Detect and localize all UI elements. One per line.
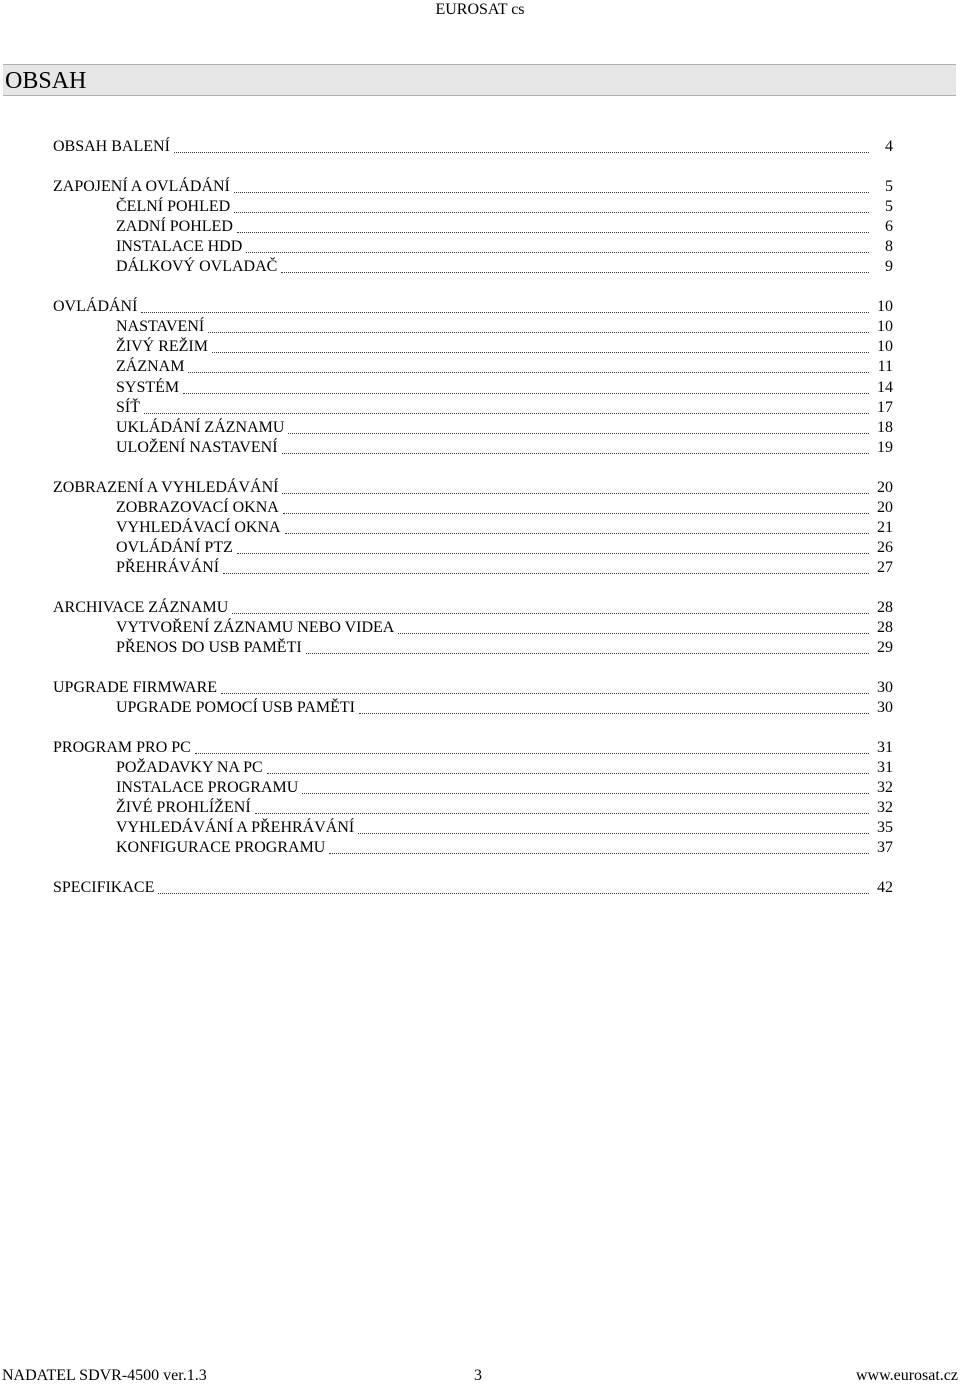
toc-entry[interactable] (53, 477, 893, 497)
toc-entry-page-number: 29 (877, 639, 893, 656)
toc-dot-leader (359, 713, 869, 714)
toc-dot-leader (255, 813, 869, 814)
toc-entry-label: ČELNÍ POHLED (116, 198, 231, 215)
toc-entry[interactable] (116, 637, 893, 657)
toc-entry-page-number: 4 (885, 138, 893, 155)
toc-entry-label: INSTALACE PROGRAMU (116, 779, 299, 796)
toc-dot-leader (158, 893, 869, 894)
toc-entry-page-number: 8 (885, 238, 893, 255)
section-heading-title: OBSAH (5, 68, 87, 94)
toc-entry-page-number: 11 (877, 358, 893, 375)
toc-entry-label: DÁLKOVÝ OVLADAČ (116, 258, 278, 275)
toc-entry[interactable] (53, 176, 893, 196)
toc-entry-page-number: 26 (877, 539, 893, 556)
toc-dot-leader (183, 393, 869, 394)
footer-page-number: 3 (474, 1367, 482, 1384)
toc-dot-leader (234, 192, 869, 193)
footer-website: www.eurosat.cz (855, 1367, 958, 1384)
toc-dot-leader (221, 693, 869, 694)
toc-entry-page-number: 10 (877, 318, 893, 335)
toc-entry[interactable] (116, 196, 893, 216)
toc-entry[interactable] (53, 597, 893, 617)
toc-entry-page-number: 35 (877, 819, 893, 836)
toc-dot-leader (281, 272, 869, 273)
toc-entry[interactable] (116, 497, 893, 517)
toc-dot-leader (208, 332, 869, 333)
toc-entry-label: PROGRAM PRO PC (53, 739, 191, 756)
toc-dot-leader (141, 312, 869, 313)
toc-dot-leader (285, 533, 869, 534)
toc-dot-leader (212, 352, 869, 353)
toc-dot-leader (282, 453, 869, 454)
toc-entry[interactable] (116, 797, 893, 817)
toc-entry-page-number: 37 (877, 839, 893, 856)
toc-entry-label: ZOBRAZENÍ A VYHLEDÁVÁNÍ (53, 479, 279, 496)
toc-entry-label: UPGRADE POMOCÍ USB PAMĚTI (116, 699, 356, 716)
toc-entry-page-number: 5 (885, 178, 893, 195)
toc-entry-label: OVLÁDÁNÍ PTZ (116, 539, 233, 556)
toc-dot-leader (358, 833, 869, 834)
toc-entry-page-number: 5 (885, 198, 893, 215)
toc-entry-page-number: 28 (877, 619, 893, 636)
toc-entry-page-number: 9 (885, 258, 893, 275)
toc-entry[interactable] (53, 136, 893, 156)
toc-entry-label: OBSAH BALENÍ (53, 138, 170, 155)
toc-entry-label: NASTAVENÍ (116, 318, 205, 335)
toc-entry[interactable] (116, 417, 893, 437)
toc-entry-label: PŘENOS DO USB PAMĚTI (116, 639, 302, 656)
toc-entry[interactable] (116, 256, 893, 276)
toc-entry-page-number: 10 (877, 338, 893, 355)
toc-dot-leader (234, 212, 869, 213)
toc-entry-page-number: 32 (877, 779, 893, 796)
toc-dot-leader (144, 413, 869, 414)
toc-entry-page-number: 20 (877, 479, 893, 496)
toc-entry[interactable] (116, 617, 893, 637)
toc-entry-page-number: 30 (877, 679, 893, 696)
document-footer (0, 1366, 960, 1386)
toc-entry-page-number: 20 (877, 499, 893, 516)
toc-entry[interactable] (53, 677, 893, 697)
toc-dot-leader (246, 252, 869, 253)
toc-entry[interactable] (116, 837, 893, 857)
toc-dot-leader (282, 493, 869, 494)
toc-dot-leader (302, 793, 869, 794)
toc-entry-page-number: 31 (877, 759, 893, 776)
toc-entry-page-number: 27 (877, 559, 893, 576)
toc-entry-label: UPGRADE FIRMWARE (53, 679, 218, 696)
toc-entry-page-number: 32 (877, 799, 893, 816)
toc-entry-page-number: 14 (877, 379, 893, 396)
toc-entry-label: SYSTÉM (116, 379, 180, 396)
toc-entry-label: ZAPOJENÍ A OVLÁDÁNÍ (53, 178, 230, 195)
toc-entry[interactable] (53, 296, 893, 316)
toc-entry-label: UKLÁDÁNÍ ZÁZNAMU (116, 419, 285, 436)
toc-entry-label: ŽIVÝ REŽIM (116, 338, 208, 355)
footer-product-version: NADATEL SDVR-4500 ver.1.3 (2, 1367, 207, 1384)
toc-entry[interactable] (116, 397, 893, 417)
toc-entry-page-number: 31 (877, 739, 893, 756)
toc-entry[interactable] (116, 697, 893, 717)
toc-entry-label: VYTVOŘENÍ ZÁZNAMU NEBO VIDEA (116, 619, 395, 636)
toc-dot-leader (174, 152, 869, 153)
toc-entry-label: ZÁZNAM (116, 358, 185, 375)
toc-entry[interactable] (116, 236, 893, 256)
toc-entry-label: KONFIGURACE PROGRAMU (116, 839, 326, 856)
toc-entry[interactable] (116, 316, 893, 336)
toc-entry[interactable] (116, 777, 893, 797)
toc-entry-page-number: 18 (877, 419, 893, 436)
toc-entry[interactable] (116, 356, 893, 376)
toc-dot-leader (195, 753, 869, 754)
toc-entry-label: INSTALACE HDD (116, 238, 243, 255)
toc-entry[interactable] (116, 757, 893, 777)
document-header-title: EUROSAT cs (435, 1, 525, 18)
toc-dot-leader (232, 613, 869, 614)
toc-entry-label: ZOBRAZOVACÍ OKNA (116, 499, 279, 516)
toc-dot-leader (288, 433, 869, 434)
toc-entry[interactable] (116, 437, 893, 457)
toc-dot-leader (223, 573, 869, 574)
toc-entry[interactable] (53, 737, 893, 757)
toc-entry-page-number: 42 (877, 879, 893, 896)
toc-entry-label: ZADNÍ POHLED (116, 218, 233, 235)
toc-entry-label: SPECIFIKACE (53, 879, 155, 896)
toc-entry-label: ŽIVÉ PROHLÍŽENÍ (116, 799, 251, 816)
toc-entry-page-number: 19 (877, 439, 893, 456)
toc-entry[interactable] (116, 537, 893, 557)
toc-dot-leader (283, 513, 869, 514)
toc-entry-label: ARCHIVACE ZÁZNAMU (53, 599, 229, 616)
toc-dot-leader (306, 653, 869, 654)
toc-entry-label: POŽADAVKY NA PC (116, 759, 263, 776)
toc-entry[interactable] (116, 557, 893, 577)
toc-entry-page-number: 10 (877, 298, 893, 315)
toc-entry-page-number: 28 (877, 599, 893, 616)
toc-entry-page-number: 30 (877, 699, 893, 716)
toc-entry[interactable] (116, 336, 893, 356)
toc-entry-page-number: 21 (877, 519, 893, 536)
toc-entry[interactable] (116, 517, 893, 537)
toc-dot-leader (329, 853, 869, 854)
toc-entry-label: VYHLEDÁVÁNÍ A PŘEHRÁVÁNÍ (116, 819, 355, 836)
toc-dot-leader (237, 553, 869, 554)
toc-entry[interactable] (116, 377, 893, 397)
toc-entry-label: OVLÁDÁNÍ (53, 298, 138, 315)
toc-entry[interactable] (116, 817, 893, 837)
toc-entry-page-number: 17 (877, 399, 893, 416)
toc-entry-label: PŘEHRÁVÁNÍ (116, 559, 220, 576)
toc-dot-leader (267, 773, 869, 774)
toc-entry[interactable] (116, 216, 893, 236)
toc-dot-leader (188, 372, 869, 373)
toc-dot-leader (237, 232, 869, 233)
toc-entry-label: SÍŤ (116, 399, 140, 416)
toc-entry[interactable] (53, 877, 893, 897)
toc-dot-leader (398, 633, 869, 634)
toc-entry-page-number: 6 (885, 218, 893, 235)
toc-entry-label: VYHLEDÁVACÍ OKNA (116, 519, 281, 536)
toc-entry-label: ULOŽENÍ NASTAVENÍ (116, 439, 278, 456)
